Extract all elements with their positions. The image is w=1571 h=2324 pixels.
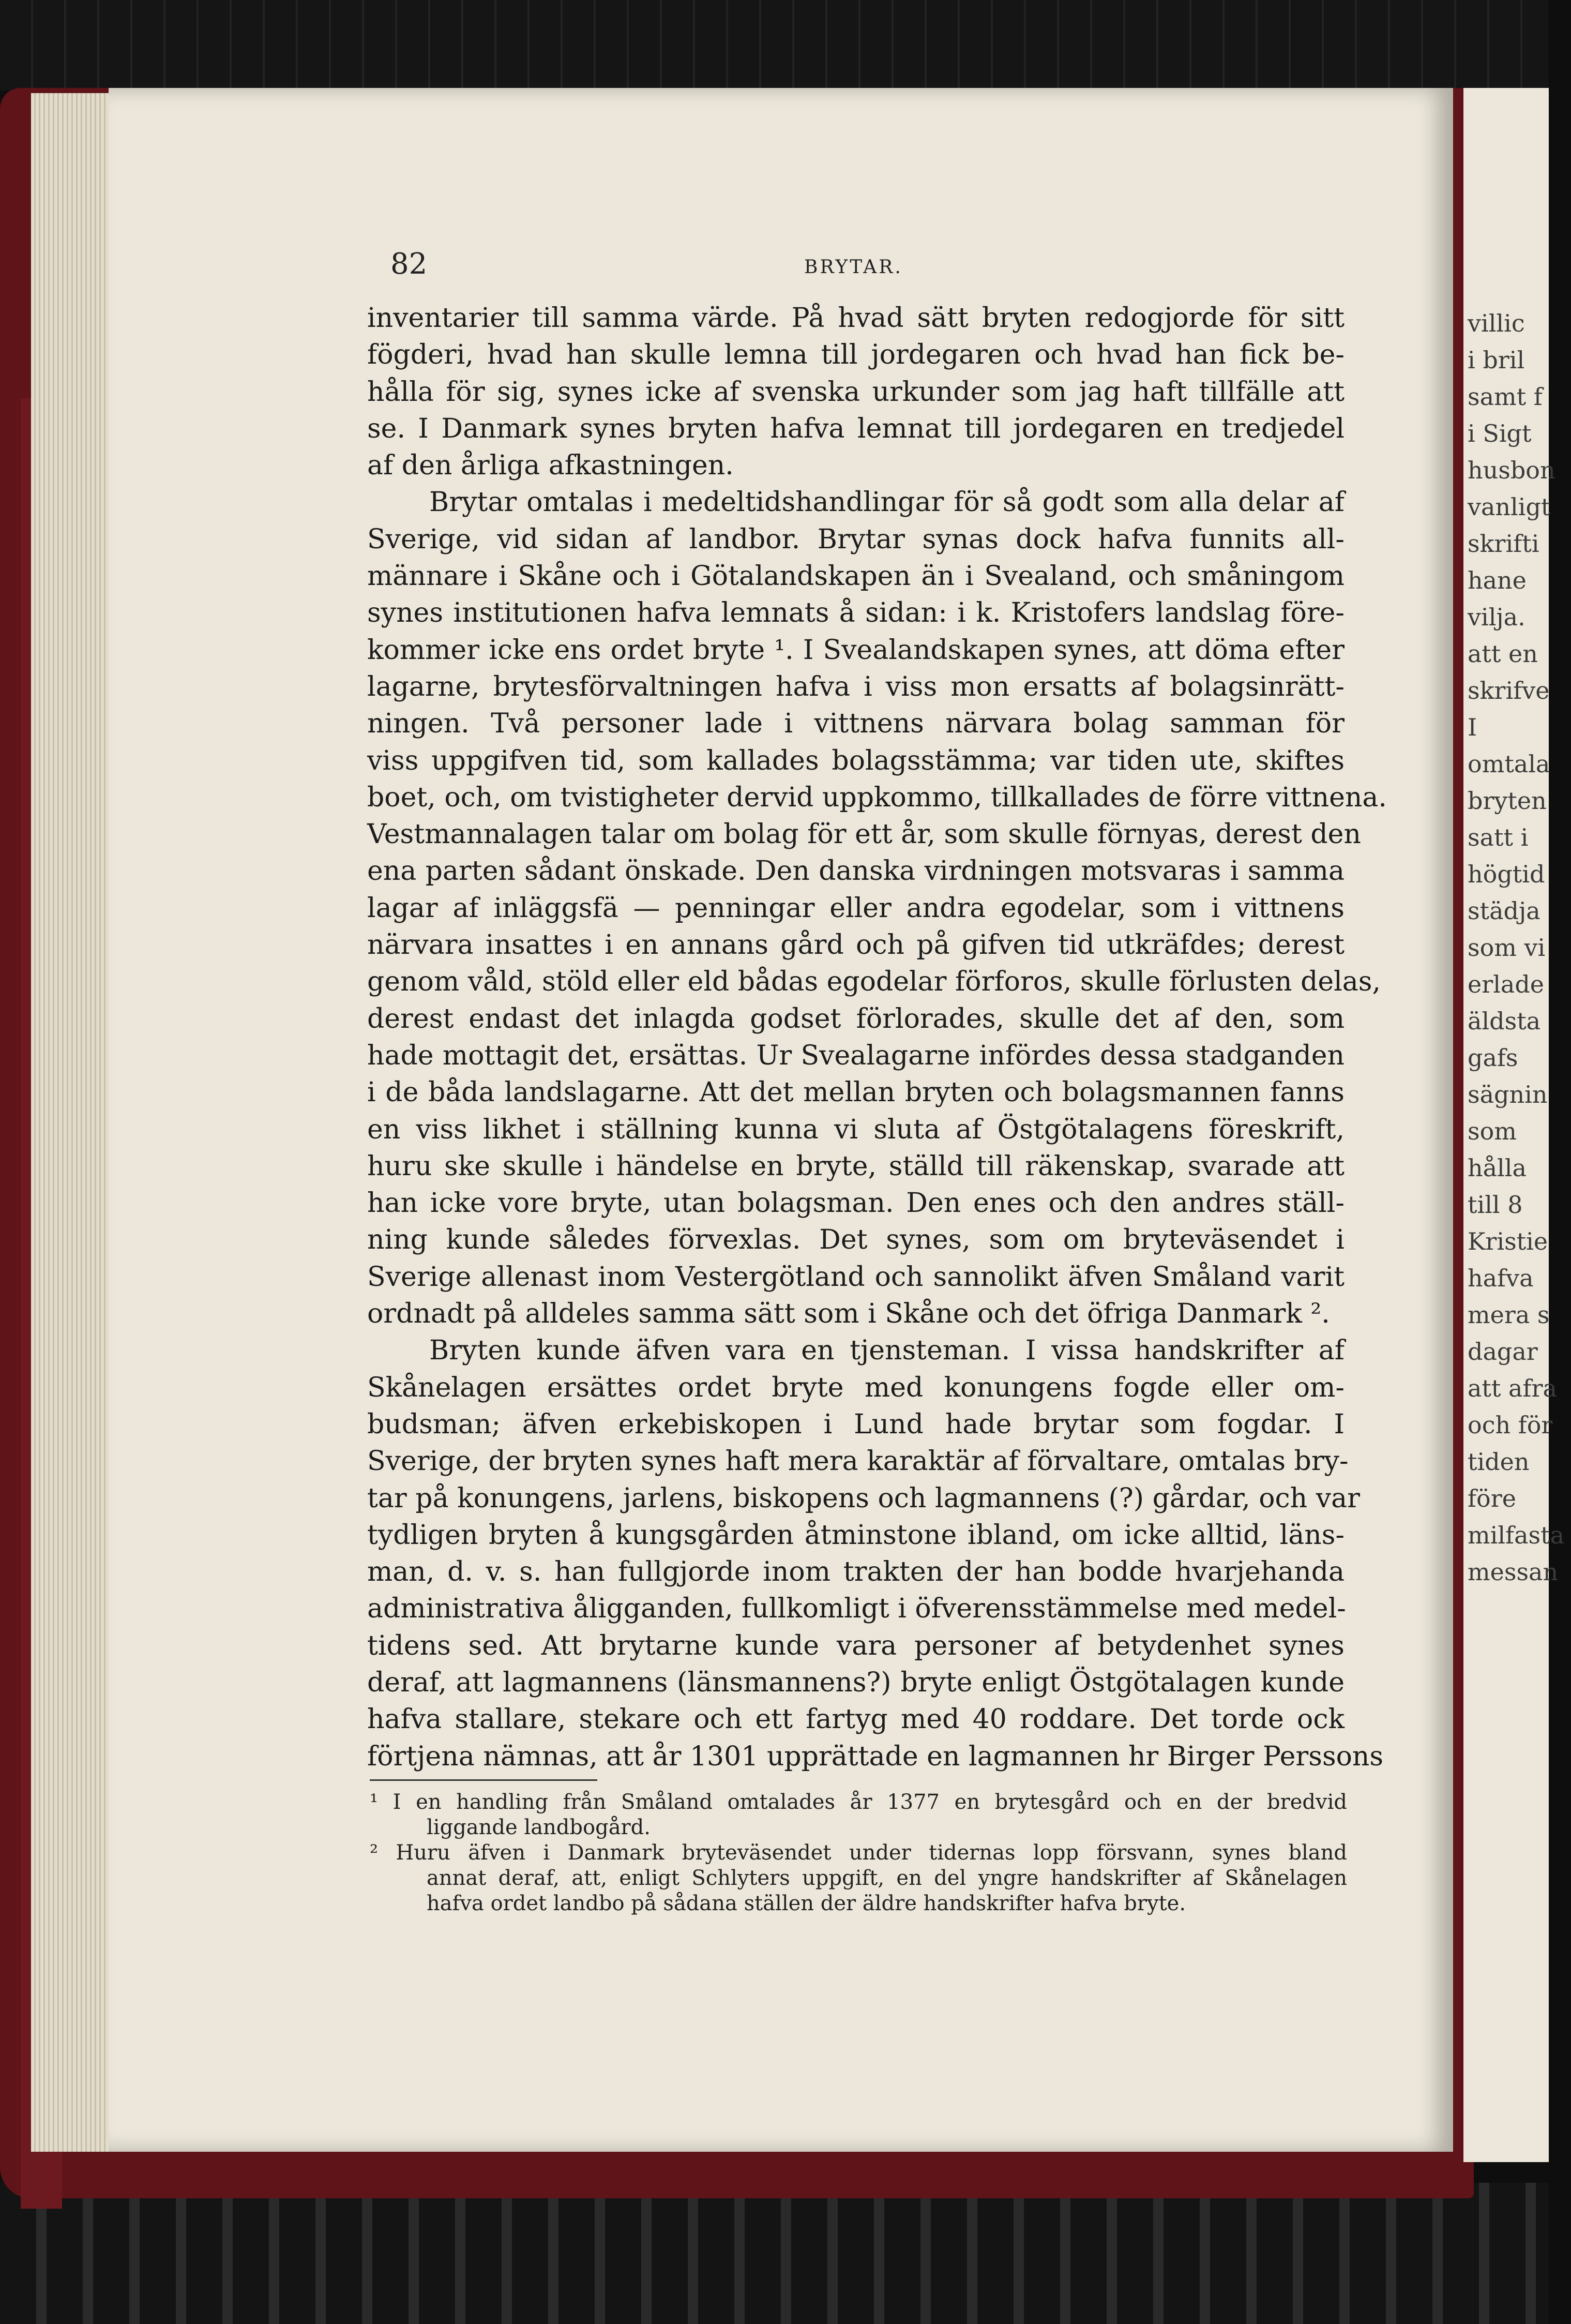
body-line: se. I Danmark synes bryten hafva lemnat till jordegaren en tredjedel (367, 413, 1345, 444)
body-line: Sverige allenast inom Vestergötland och sannolikt äfven Småland varit (367, 1261, 1345, 1293)
body-line: hade mottagit det, ersättas. Ur Svealagarne infördes dessa stadganden (367, 1040, 1345, 1071)
adjacent-page-fragment: skrifti (1468, 530, 1539, 558)
body-line: administrativa åligganden, fullkomligt i öfverensstämmelse med medel- (367, 1593, 1346, 1625)
body-line: deraf, att lagmannens (länsmannens?) bryte enligt Östgötalagen kunde (367, 1667, 1345, 1698)
body-line: ning kunde således förvexlas. Det synes, som om bryteväsendet i (367, 1224, 1345, 1256)
body-line: tidens sed. Att brytarne kunde vara personer af betydenhet synes (367, 1630, 1345, 1661)
body-line: tydligen bryten å kungsgården åtminstone ibland, om icke alltid, läns- (367, 1519, 1345, 1551)
body-line: huru ske skulle i händelse en bryte, ställd till räkenskap, svarade att (367, 1150, 1345, 1182)
body-line: inventarier till samma värde. På hvad sätt bryten redogjorde för sitt (367, 303, 1345, 334)
body-line: tar på konungens, jarlens, biskopens och lagmannens (?) gårdar, och var (367, 1482, 1360, 1514)
body-line: ordnadt på alldeles samma sätt som i Skåne och det öfriga Danmark ². (367, 1298, 1330, 1330)
footnote-line: liggande landbogård. (427, 1816, 651, 1839)
body-line: hafva stallare, stekare och ett fartyg med 40 roddare. Det torde ock (367, 1704, 1345, 1735)
body-line: synes institutionen hafva lemnats å sidan: i k. Kristofers landslag före- (367, 597, 1345, 629)
body-line: Vestmannalagen talar om bolag för ett år, som skulle förnyas, derest den (367, 819, 1361, 850)
adjacent-page-fragment: milfasta (1468, 1521, 1565, 1549)
adjacent-page-fragment: mera s (1468, 1301, 1550, 1329)
footnote-line: hafva ordet landbo på sådana ställen der äldre handskrifter hafva bryte. (427, 1892, 1186, 1915)
body-line: ena parten sådant önskade. Den danska virdningen motsvaras i samma (367, 856, 1345, 887)
adjacent-page-fragment: sägnin (1468, 1081, 1548, 1108)
adjacent-page-fragment: hafva (1468, 1264, 1534, 1292)
body-line: derest endast det inlagda godset förlorades, skulle det af den, som (367, 1003, 1345, 1034)
adjacent-page-fragment: skrifve (1468, 677, 1550, 704)
footnote-line: ² Huru äfven i Danmark bryteväsendet under tidernas lopp försvann, synes bland (370, 1841, 1347, 1865)
body-text (367, 300, 1387, 1775)
adjacent-page-fragment: att en (1468, 640, 1538, 668)
footnotes (370, 1790, 1347, 1916)
adjacent-page-fragment: samt f (1468, 383, 1543, 411)
body-line: en viss likhet i ställning kunna vi sluta af Östgötalagens föreskrift, (367, 1114, 1345, 1145)
adjacent-page-fragment: dagar (1468, 1338, 1538, 1366)
adjacent-page-fragment: bryten (1468, 787, 1547, 815)
adjacent-page-fragment: satt i (1468, 823, 1529, 851)
adjacent-page-fragment: villic (1468, 309, 1525, 337)
footnote-line: ¹ I en handling från Småland omtalades år 1377 en brytesgård och en der bredvid (370, 1790, 1347, 1814)
adjacent-page-fragment: tiden (1468, 1448, 1530, 1476)
adjacent-page-fragment: hålla (1468, 1154, 1527, 1182)
body-line: närvara insattes i en annans gård och på gifven tid utkräfdes; derest (367, 929, 1345, 961)
body-line: viss uppgifven tid, som kallades bolagsstämma; var tiden ute, skiftes (367, 745, 1345, 776)
body-line: han icke vore bryte, utan bolagsman. Den enes och den andres ställ- (367, 1188, 1345, 1219)
adjacent-page-fragment: och för (1468, 1411, 1553, 1439)
body-line: ningen. Två personer lade i vittnens närvara bolag samman för (367, 708, 1345, 740)
adjacent-page-fragment: vanligt (1468, 493, 1551, 521)
body-line: boet, och, om tvistigheter dervid uppkommo, tillkallades de förre vittnena. (367, 782, 1387, 813)
body-line: Brytar omtalas i medeltidshandlingar för så godt som alla delar af (429, 487, 1345, 518)
adjacent-page-fragment: hane (1468, 566, 1527, 594)
body-line: männare i Skåne och i Götalandskapen än i Svealand, och småningom (367, 561, 1345, 592)
adjacent-page-fragment: före (1468, 1485, 1516, 1512)
adjacent-page-fragment: till 8 (1468, 1191, 1523, 1219)
body-line: man, d. v. s. han fullgjorde inom trakten der han bodde hvarjehanda (367, 1556, 1345, 1588)
body-line: lagarne, brytesförvaltningen hafva i viss mon ersatts af bolagsinrätt- (367, 671, 1345, 702)
adjacent-page-fragment: erlade (1468, 970, 1545, 998)
adjacent-page-text (1468, 305, 1571, 1591)
adjacent-page-fragment: I (1468, 713, 1477, 741)
body-line: Sverige, vid sidan af landbor. Brytar synas dock hafva funnits all- (367, 523, 1345, 555)
footnote-line: annat deraf, att, enligt Schlyters uppgift, en del yngre handskrifter af Skånelagen (427, 1866, 1347, 1890)
adjacent-page-fragment: högtid (1468, 860, 1545, 888)
body-line: hålla för sig, synes icke af svenska urkunder som jag haft tillfälle att (367, 376, 1345, 408)
body-line: Bryten kunde äfven vara en tjensteman. I vissa handskrifter af (429, 1335, 1345, 1367)
adjacent-page-fragment: som vi (1468, 934, 1546, 962)
body-line: Skånelagen ersättes ordet bryte med konungens fogde eller om- (367, 1372, 1345, 1403)
scanner-cradle-top (0, 0, 1549, 91)
running-head: BRYTAR. (804, 257, 903, 278)
adjacent-page-fragment: städja (1468, 897, 1540, 925)
adjacent-page-fragment: i bril (1468, 346, 1525, 374)
page-number: 82 (390, 247, 428, 281)
adjacent-page-fragment: äldsta (1468, 1007, 1541, 1035)
adjacent-page-fragment: husbon (1468, 456, 1555, 484)
body-line: af den årliga afkastningen. (367, 450, 734, 482)
body-line: genom våld, stöld eller eld bådas egodelar förforos, skulle förlusten delas, (367, 966, 1381, 998)
body-line: i de båda landslagarne. Att det mellan bryten och bolagsmannen fanns (367, 1077, 1345, 1108)
body-line: förtjena nämnas, att år 1301 upprättade en lagmannen hr Birger Perssons (367, 1741, 1384, 1772)
adjacent-page-fragment: som (1468, 1117, 1517, 1145)
adjacent-page-fragment: omtala (1468, 750, 1550, 778)
adjacent-page-fragment: Kristie (1468, 1227, 1548, 1255)
adjacent-page-fragment: i Sigt (1468, 419, 1532, 447)
footnote-rule (370, 1779, 597, 1781)
adjacent-page-fragment: gafs (1468, 1044, 1518, 1072)
body-line: lagar af inläggsfä — penningar eller andra egodelar, som i vittnens (367, 892, 1345, 924)
body-line: budsman; äfven erkebiskopen i Lund hade brytar som fogdar. I (367, 1408, 1345, 1440)
adjacent-page-fragment: messan (1468, 1558, 1559, 1586)
adjacent-page (1463, 88, 1565, 2162)
adjacent-page-fragment: att afra (1468, 1374, 1557, 1402)
body-line: kommer icke ens ordet bryte ¹. I Svealandskapen synes, att döma efter (367, 634, 1345, 666)
scanner-cradle-bottom (0, 2183, 1549, 2324)
adjacent-page-fragment: vilja. (1468, 603, 1525, 631)
body-line: Sverige, der bryten synes haft mera karaktär af förvaltare, omtalas bry- (367, 1446, 1349, 1477)
body-line: fögderi, hvad han skulle lemna till jordegaren och hvad han fick be- (367, 339, 1345, 371)
